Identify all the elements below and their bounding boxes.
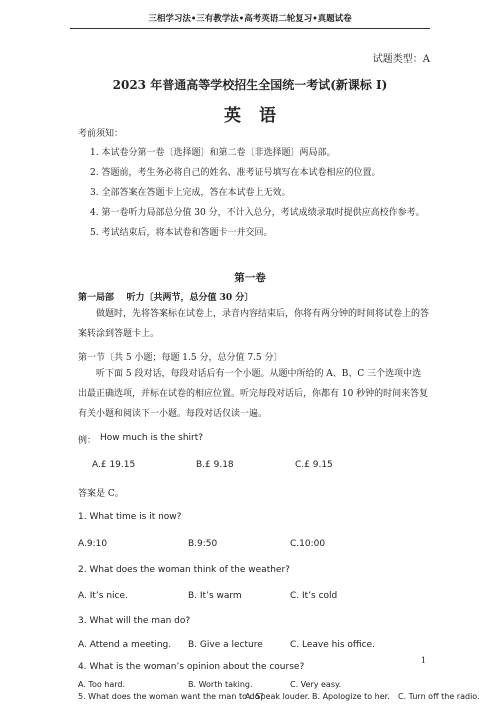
subject-title: 英语 [224,106,294,126]
question-2: 2. What does the woman think of the weather? [78,565,290,575]
part1-intro: 做题时，先将答案标在试卷上，录音内容结束后，你将有两分钟的时间将试卷上的答案转涂到答题卡上。 [78,309,430,339]
q2-option-a: A. It’s nice. [78,591,128,601]
q1-option-b: B.9:50 [188,539,218,549]
note-item: 1. 本试卷分第一卷〔选择题〕和第二卷〔非选择题〕两局部。 [90,148,336,158]
example-option-b: B.£ 9.18 [196,460,234,470]
q2-option-b: B. It’s warm [188,591,242,601]
page-header: 三相学习法•三有教学法•高考英语二轮复习•真题试卷 [148,14,352,24]
example-label: 例： [78,436,97,446]
question-4: 4. What is the woman’s opinion about the course? [78,662,305,672]
q4-option-a: A. Too hard. [78,680,126,689]
part1-heading: 第一局部 听力〔共两节，总分值 30 分〕 [78,293,254,303]
q3-option-b: B. Give a lecture [188,640,263,650]
paper-type: 试题类型：A [372,54,430,65]
section1-instructions: 听下面 5 段对话，每段对话后有一个小题。从题中所给的 A、B、C 三个选项中选出最正确选项，并标在试卷的相应位置。听完每段对话后，你都有 10 秒钟的时间来答复有关小题和阅读下一小题。每段对话仅读一遍。 [78,369,429,419]
note-item: 2. 答题前，考生务必将自己的姓名、准考证号填写在本试卷相应的位置。 [90,168,381,178]
q2-option-c: C. It’s cold [290,591,338,601]
example-option-c: C.£ 9.15 [295,460,333,470]
page-number: 1 [420,656,426,665]
q3-option-a: A. Attend a meeting. [78,640,172,650]
section1-heading: 第一节〔共 5 小题；每题 1.5 分，总分值 7.5 分〕 [78,353,283,363]
q1-option-a: A.9:10 [78,539,108,549]
notes-title: 考前须知： [78,129,124,139]
q5-option-c: C. Turn off the radio. [398,692,480,701]
example-question: How much is the shirt? [100,433,204,443]
q5-option-a: A. Speak louder. [245,692,310,701]
example-option-a: A.£ 19.15 [92,460,136,470]
volume-title: 第一卷 [234,272,266,284]
exam-title: 2023 年普通高等学校招生全国统一考试(新课标 I) [112,78,388,92]
q4-option-c: C. Very easy. [290,680,342,689]
note-item: 5. 考试结束后，将本试卷和答题卡一并交回。 [90,228,273,238]
question-1: 1. What time is it now? [78,512,182,522]
example-answer: 答案是 C。 [78,489,124,499]
header-divider [70,28,430,29]
q3-option-c: C. Leave his office. [290,640,375,650]
q5-option-b: B. Apologize to her. [312,692,390,701]
question-5: 5. What does the woman want the man to do? [78,692,264,701]
q1-option-c: C.10:00 [290,539,326,549]
note-item: 3. 全部答案在答题卡上完成，答在本试卷上无效。 [90,188,291,198]
question-3: 3. What will the man do? [78,616,191,626]
note-item: 4. 第一卷听力局部总分值 30 分，不计入总分，考试成绩录取时提供应高校作参考。 [90,208,425,218]
q4-option-b: B. Worth taking. [188,680,253,689]
